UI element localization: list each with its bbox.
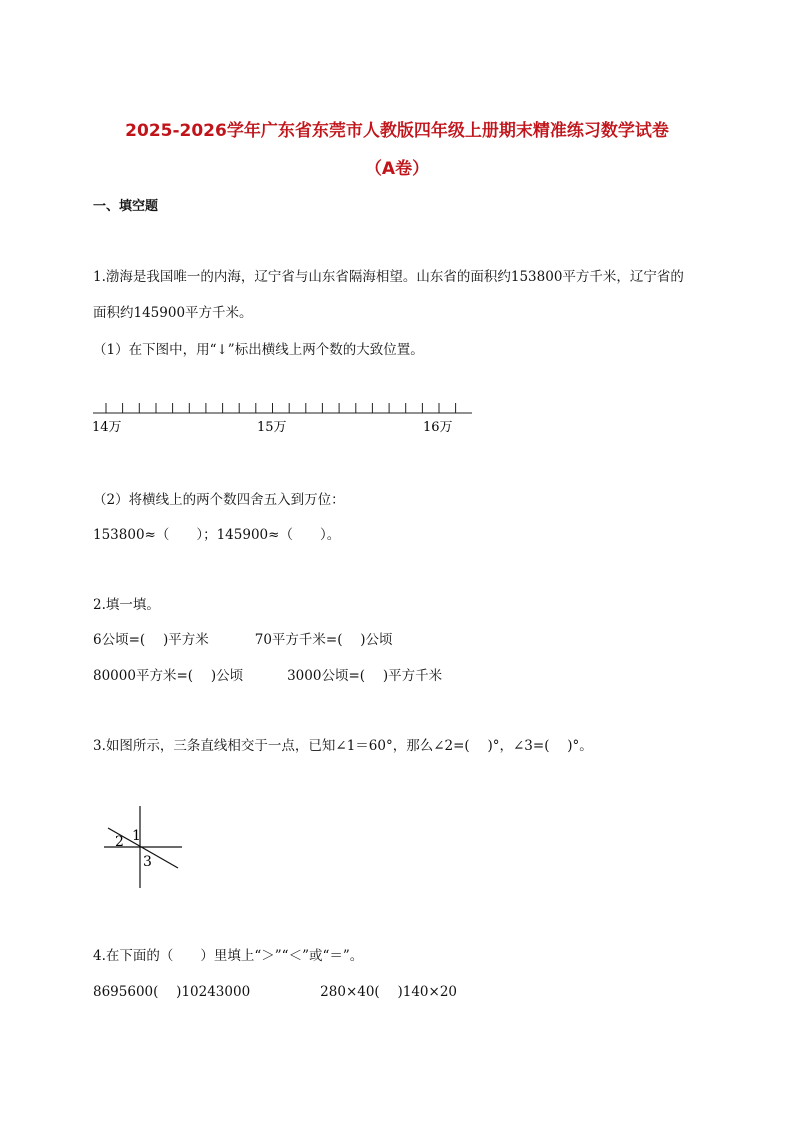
q1-part2-answer-line: 153800≈（ ）；145900≈（ ）。 xyxy=(93,527,341,543)
q4-item-compare-large-numbers: 8695600( )10243000 xyxy=(93,984,251,1000)
exam-subtitle: （A卷） xyxy=(364,159,430,179)
q1-stem-line2: 面积约145900平方千米。 xyxy=(93,305,253,321)
angle-label-2: 2 xyxy=(115,834,124,850)
q4-row xyxy=(93,980,457,1000)
q2-item-hectare-to-sqkm: 3000公顷=( )平方千米 xyxy=(287,668,443,684)
q2-stem: 2.填一填。 xyxy=(93,597,160,613)
number-line-figure xyxy=(90,398,490,443)
number-line-label-16wan: 16万 xyxy=(423,420,453,435)
q2-item-hectare-to-sqm: 6公顷=( )平方米 xyxy=(93,632,209,648)
q2-row2 xyxy=(93,664,442,684)
number-line-ticks xyxy=(106,403,456,413)
section-heading-fill-in: 一、填空题 xyxy=(93,199,159,214)
q3-stem: 3.如图所示，三条直线相交于一点，已知∠1＝60°，那么∠2=( )°，∠3=( )°。 xyxy=(93,738,593,754)
q1-part1-text: （1）在下图中，用“↓”标出横线上两个数的大致位置。 xyxy=(93,342,424,358)
q2-item-sqm-to-hectare: 80000平方米=( )公顷 xyxy=(93,668,244,684)
number-line-label-15wan: 15万 xyxy=(257,420,287,435)
q1-stem-line1: 1.渤海是我国唯一的内海，辽宁省与山东省隔海相望。山东省的面积约153800平方千米，辽宁省的 xyxy=(93,269,684,285)
q2-item-sqkm-to-hectare: 70平方千米=( )公顷 xyxy=(254,632,393,648)
q4-item-compare-products: 280×40( )140×20 xyxy=(320,984,458,1000)
q1-part2-text: （2）将横线上的两个数四舍五入到万位： xyxy=(93,492,345,508)
angle-label-3: 3 xyxy=(143,854,152,870)
q2-row1 xyxy=(93,628,393,648)
q4-stem: 4.在下面的（ ）里填上“＞”“＜”或“＝”。 xyxy=(93,948,364,964)
exam-title: 2025-2026学年广东省东莞市人教版四年级上册期末精准练习数学试卷 xyxy=(125,121,669,141)
number-line-label-14wan: 14万 xyxy=(92,420,122,435)
intersecting-lines-figure xyxy=(100,802,190,892)
angle-label-1: 1 xyxy=(132,828,141,844)
